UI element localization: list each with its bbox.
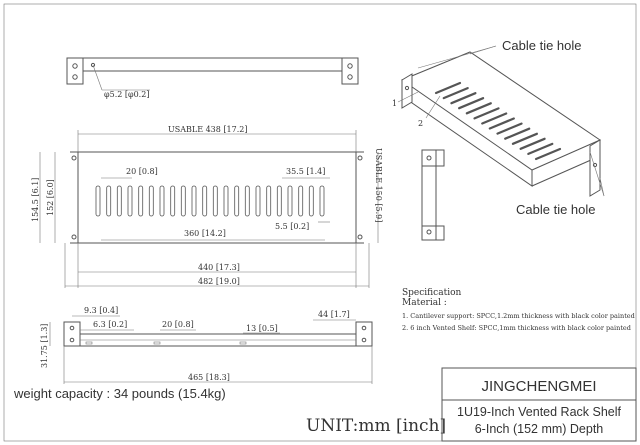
slot-spacing-label: 20 [0.8] <box>126 167 158 176</box>
iso-shelf-top <box>402 52 600 170</box>
corner-hole-tr <box>358 156 362 160</box>
vent-slot <box>96 186 100 216</box>
callout-part-1: 1 <box>392 99 398 108</box>
end-view <box>422 150 444 240</box>
specification-block <box>402 288 635 332</box>
vent-slot <box>256 186 260 216</box>
iso-left-ear <box>402 74 412 108</box>
corner-hole-tl <box>72 156 76 160</box>
inner-height-label: 152 [6.0] <box>46 179 55 216</box>
right-ear <box>342 58 358 84</box>
side-offset-b-label: 6.3 [0.2] <box>93 320 128 329</box>
hole-leader <box>93 65 102 90</box>
iso-vent-slot <box>436 83 460 93</box>
top-view <box>67 58 358 99</box>
side-thickness-label: 44 [1.7] <box>318 310 350 319</box>
spec-heading: Specification <box>402 288 462 298</box>
vent-slot <box>160 186 164 216</box>
vent-slot <box>181 186 185 216</box>
callout-cable-tie-top: Cable tie hole <box>502 38 582 53</box>
usable-width-label: USABLE 438 [17.2] <box>168 125 248 134</box>
vent-slot <box>277 186 281 216</box>
side-offset-a-label: 9.3 [0.4] <box>84 306 119 315</box>
vent-slot <box>213 186 217 216</box>
iso-vent-slots <box>436 83 560 159</box>
vent-slot <box>288 186 292 216</box>
spec-line-1: 1. Cantilever support: SPCC,1.2mm thickness with black color painted <box>402 312 635 320</box>
vent-slot <box>267 186 271 216</box>
corner-hole-br <box>358 235 362 239</box>
vent-slot <box>117 186 121 216</box>
drawing-frame <box>4 4 636 441</box>
iso-vent-slot <box>528 144 552 154</box>
iso-vent-slot <box>451 93 475 103</box>
rail-body <box>83 58 342 71</box>
side-view <box>40 306 372 384</box>
side-left-ear <box>64 322 80 346</box>
side-offset-d-label: 13 [0.5] <box>246 324 278 333</box>
iso-vent-slot <box>459 98 483 108</box>
iso-vent-slot <box>505 129 529 139</box>
side-offset-c-label: 20 [0.8] <box>162 320 194 329</box>
iso-vent-slot <box>498 124 522 134</box>
front-view <box>31 125 383 288</box>
vent-slot <box>192 186 196 216</box>
usable-depth-label: USABLE 150 [5.9] <box>374 148 383 223</box>
iso-vent-slot <box>536 149 560 159</box>
side-right-ear <box>356 322 372 346</box>
callout-cable-tie-bottom: Cable tie hole <box>516 202 596 217</box>
vent-slot <box>171 186 175 216</box>
iso-vent-slot <box>475 108 499 118</box>
vent-slot <box>320 186 324 216</box>
unit-label: UNIT:mm [inch] <box>306 416 447 436</box>
hole-diameter-label: φ5.2 [φ0.2] <box>104 90 150 99</box>
title-block <box>442 368 636 441</box>
isometric-view <box>392 38 604 217</box>
iso-vent-slot <box>444 88 468 98</box>
iso-vent-slot <box>513 134 537 144</box>
vent-slot <box>128 186 132 216</box>
spec-line-2: 2. 6 inch Vented Shelf: SPCC,1mm thickness with black color painted <box>402 324 631 332</box>
slot-span-label: 360 [14.2] <box>184 229 226 238</box>
vent-slot <box>224 186 228 216</box>
iso-vent-slot <box>521 139 545 149</box>
weight-capacity: weight capacity : 34 pounds (15.4kg) <box>14 386 226 401</box>
vent-slot <box>245 186 249 216</box>
vent-slot <box>149 186 153 216</box>
vent-slot <box>139 186 143 216</box>
vent-slot <box>309 186 313 216</box>
vent-slot <box>299 186 303 216</box>
side-height-label: 31.75 [1.3] <box>40 323 49 368</box>
outer-height-label: 154.5 [6.1] <box>31 177 40 222</box>
body-width-label: 440 [17.3] <box>198 263 240 272</box>
vent-slot <box>203 186 207 216</box>
slot-width-label: 5.5 [0.2] <box>275 222 310 231</box>
side-overall-label: 465 [18.3] <box>188 373 230 382</box>
vent-slot <box>107 186 111 216</box>
vent-slot <box>235 186 239 216</box>
brand-name: JINGCHENGMEI <box>481 378 597 395</box>
spec-material: Material : <box>402 298 447 308</box>
iso-vent-slot <box>467 103 491 113</box>
vent-slots <box>96 186 324 216</box>
callout-part-2: 2 <box>418 119 424 128</box>
product-title-line-1: 1U19-Inch Vented Rack Shelf <box>457 405 621 419</box>
product-title-line-2: 6-Inch (152 mm) Depth <box>474 422 604 436</box>
corner-hole-bl <box>72 235 76 239</box>
overall-width-label: 482 [19.0] <box>198 277 240 286</box>
left-ear <box>67 58 83 84</box>
slot-length-label: 35.5 [1.4] <box>286 167 326 176</box>
